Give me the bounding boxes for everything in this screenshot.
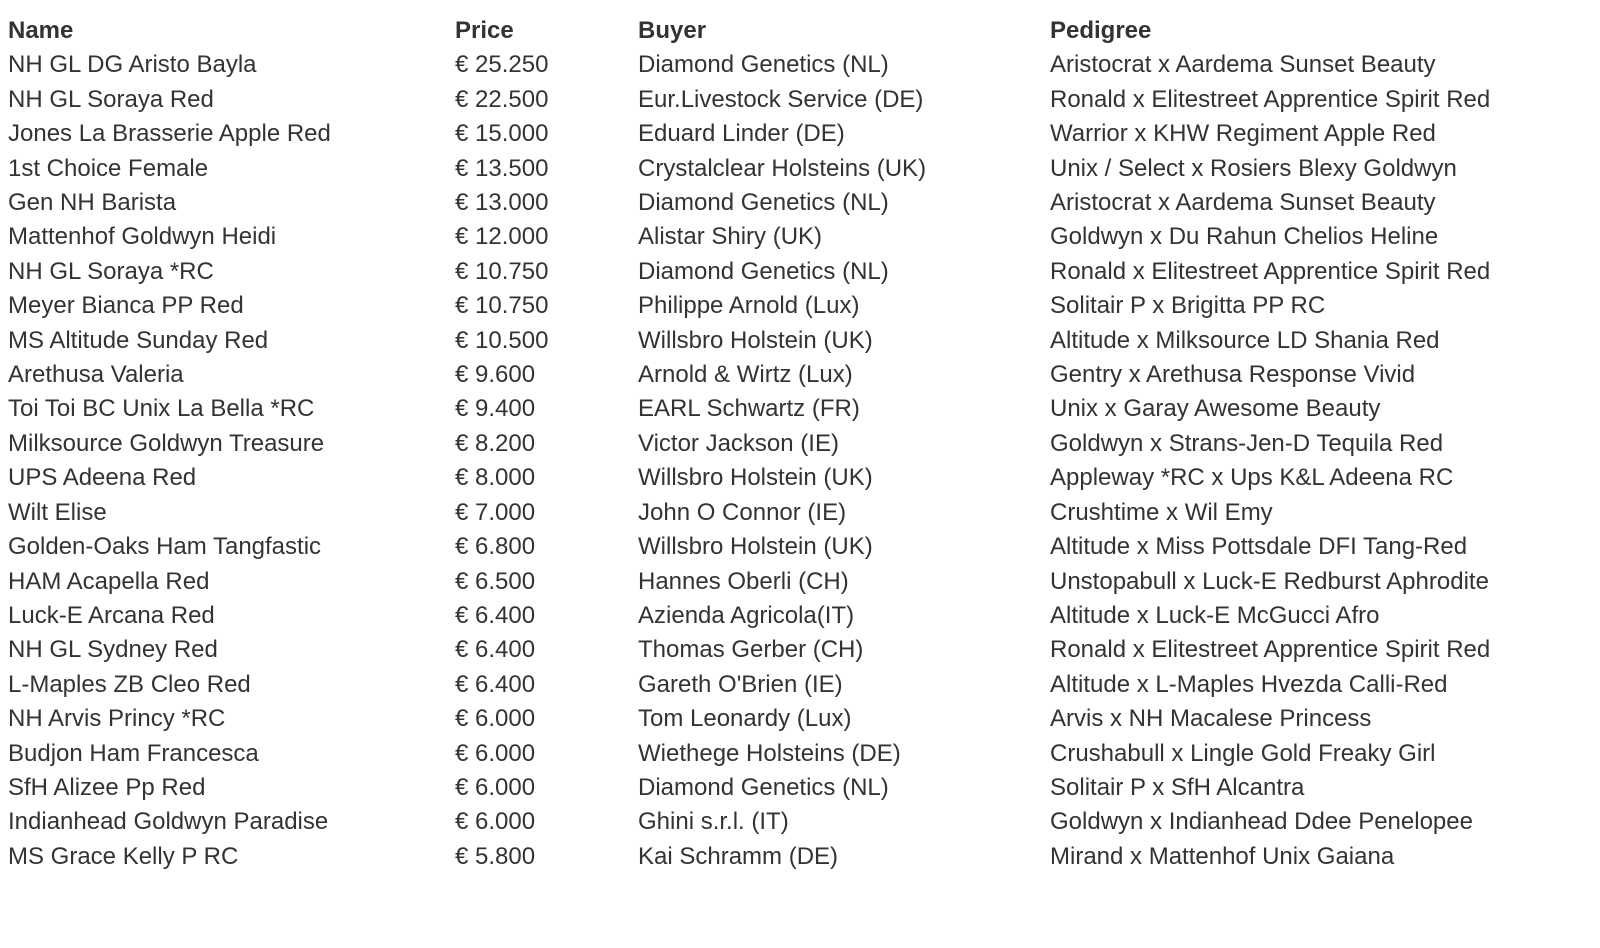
cell-pedigree: Ronald x Elitestreet Apprentice Spirit Red	[1050, 636, 1491, 664]
cell-pedigree: Aristocrat x Aardema Sunset Beauty	[1050, 189, 1436, 217]
cell-buyer: Victor Jackson (IE)	[638, 429, 839, 457]
table-row	[8, 633, 1568, 667]
table-row	[8, 289, 1568, 323]
cell-buyer: Willsbro Holstein (UK)	[638, 326, 873, 354]
cell-buyer: Willsbro Holstein (UK)	[638, 533, 873, 561]
cell-buyer: Hannes Oberli (CH)	[638, 567, 849, 595]
cell-pedigree: Goldwyn x Strans-Jen-D Tequila Red	[1050, 429, 1444, 457]
cell-price: € 25.250	[455, 51, 549, 79]
table-row	[8, 805, 1568, 839]
cell-buyer: Diamond Genetics (NL)	[638, 51, 889, 79]
cell-price: € 6.400	[455, 601, 536, 629]
cell-pedigree: Ronald x Elitestreet Apprentice Spirit Red	[1050, 257, 1491, 285]
cell-buyer: John O Connor (IE)	[638, 498, 847, 526]
cell-name: UPS Adeena Red	[8, 464, 197, 492]
cell-pedigree: Unix / Select x Rosiers Blexy Goldwyn	[1050, 154, 1457, 182]
cell-price: € 6.500	[455, 567, 536, 595]
cell-pedigree: Arvis x NH Macalese Princess	[1050, 705, 1372, 733]
cell-name: NH Arvis Princy *RC	[8, 705, 226, 733]
cell-buyer: Alistar Shiry (UK)	[638, 223, 823, 251]
column-header-pedigree: Pedigree	[1050, 17, 1152, 44]
auction-results-table	[8, 14, 1568, 874]
cell-buyer: Ghini s.r.l. (IT)	[638, 808, 789, 836]
table-row	[8, 565, 1568, 599]
cell-pedigree: Goldwyn x Du Rahun Chelios Heline	[1050, 223, 1439, 251]
cell-price: € 8.200	[455, 429, 536, 457]
table-row	[8, 427, 1568, 461]
table-row	[8, 771, 1568, 805]
table-row	[8, 840, 1568, 874]
cell-pedigree: Ronald x Elitestreet Apprentice Spirit Red	[1050, 85, 1491, 113]
cell-pedigree: Appleway *RC x Ups K&L Adeena RC	[1050, 464, 1454, 492]
cell-pedigree: Crushabull x Lingle Gold Freaky Girl	[1050, 739, 1436, 767]
cell-price: € 13.000	[455, 189, 549, 217]
cell-buyer: Azienda Agricola(IT)	[638, 601, 855, 629]
cell-price: € 6.400	[455, 670, 536, 698]
cell-price: € 8.000	[455, 464, 536, 492]
table-header-row	[8, 14, 1568, 48]
cell-buyer: Thomas Gerber (CH)	[638, 636, 864, 664]
cell-name: Jones La Brasserie Apple Red	[8, 120, 331, 148]
cell-price: € 10.500	[455, 326, 549, 354]
cell-pedigree: Unstopabull x Luck-E Redburst Aphrodite	[1050, 567, 1489, 595]
cell-pedigree: Gentry x Arethusa Response Vivid	[1050, 361, 1416, 389]
cell-name: Golden-Oaks Ham Tangfastic	[8, 533, 322, 561]
table-row	[8, 496, 1568, 530]
cell-buyer: Kai Schramm (DE)	[638, 842, 839, 870]
cell-price: € 6.000	[455, 808, 536, 836]
cell-name: NH GL DG Aristo Bayla	[8, 51, 257, 79]
cell-price: € 15.000	[455, 120, 549, 148]
cell-price: € 6.800	[455, 533, 536, 561]
table-row	[8, 358, 1568, 392]
cell-name: Arethusa Valeria	[8, 361, 184, 389]
cell-buyer: Diamond Genetics (NL)	[638, 773, 889, 801]
cell-buyer: Eduard Linder (DE)	[638, 120, 845, 148]
cell-pedigree: Altitude x L-Maples Hvezda Calli-Red	[1050, 670, 1448, 698]
cell-buyer: Philippe Arnold (Lux)	[638, 292, 860, 320]
table-row	[8, 117, 1568, 151]
cell-pedigree: Solitair P x Brigitta PP RC	[1050, 292, 1326, 320]
cell-name: NH GL Soraya Red	[8, 85, 214, 113]
cell-pedigree: Goldwyn x Indianhead Ddee Penelopee	[1050, 808, 1473, 836]
table-row	[8, 737, 1568, 771]
cell-pedigree: Crushtime x Wil Emy	[1050, 498, 1273, 526]
cell-buyer: Crystalclear Holsteins (UK)	[638, 154, 927, 182]
cell-name: Toi Toi BC Unix La Bella *RC	[8, 395, 315, 423]
table-row	[8, 668, 1568, 702]
table-row	[8, 324, 1568, 358]
cell-price: € 13.500	[455, 154, 549, 182]
cell-buyer: Wiethege Holsteins (DE)	[638, 739, 901, 767]
cell-price: € 10.750	[455, 292, 549, 320]
cell-name: Indianhead Goldwyn Paradise	[8, 808, 329, 836]
column-header-name: Name	[8, 17, 74, 44]
table-body	[8, 48, 1568, 874]
table-row	[8, 392, 1568, 426]
cell-buyer: Gareth O'Brien (IE)	[638, 670, 843, 698]
cell-price: € 12.000	[455, 223, 549, 251]
cell-name: HAM Acapella Red	[8, 567, 210, 595]
cell-pedigree: Unix x Garay Awesome Beauty	[1050, 395, 1381, 423]
cell-price: € 6.000	[455, 773, 536, 801]
table-row	[8, 702, 1568, 736]
cell-buyer: Arnold & Wirtz (Lux)	[638, 361, 853, 389]
table-row	[8, 599, 1568, 633]
cell-price: € 6.000	[455, 705, 536, 733]
cell-price: € 9.400	[455, 395, 536, 423]
cell-name: Mattenhof Goldwyn Heidi	[8, 223, 277, 251]
cell-name: NH GL Sydney Red	[8, 636, 218, 664]
cell-buyer: Eur.Livestock Service (DE)	[638, 85, 924, 113]
table-row	[8, 152, 1568, 186]
cell-pedigree: Aristocrat x Aardema Sunset Beauty	[1050, 51, 1436, 79]
cell-name: Meyer Bianca PP Red	[8, 292, 244, 320]
cell-name: Wilt Elise	[8, 498, 107, 526]
table-row	[8, 48, 1568, 82]
table-row	[8, 83, 1568, 117]
cell-name: NH GL Soraya *RC	[8, 257, 214, 285]
table-row	[8, 530, 1568, 564]
cell-buyer: Diamond Genetics (NL)	[638, 257, 889, 285]
cell-name: MS Grace Kelly P RC	[8, 842, 239, 870]
cell-name: MS Altitude Sunday Red	[8, 326, 269, 354]
cell-name: Gen NH Barista	[8, 189, 177, 217]
cell-buyer: Willsbro Holstein (UK)	[638, 464, 873, 492]
table-row	[8, 220, 1568, 254]
cell-name: Luck-E Arcana Red	[8, 601, 215, 629]
cell-pedigree: Altitude x Luck-E McGucci Afro	[1050, 601, 1380, 629]
table-row	[8, 461, 1568, 495]
cell-price: € 6.000	[455, 739, 536, 767]
column-header-buyer: Buyer	[638, 17, 707, 44]
cell-price: € 6.400	[455, 636, 536, 664]
cell-name: Milksource Goldwyn Treasure	[8, 429, 325, 457]
table-row	[8, 186, 1568, 220]
table-row	[8, 255, 1568, 289]
cell-price: € 10.750	[455, 257, 549, 285]
cell-pedigree: Solitair P x SfH Alcantra	[1050, 773, 1305, 801]
cell-name: SfH Alizee Pp Red	[8, 773, 206, 801]
column-header-price: Price	[455, 17, 514, 44]
cell-price: € 9.600	[455, 361, 536, 389]
cell-buyer: Diamond Genetics (NL)	[638, 189, 889, 217]
cell-pedigree: Altitude x Miss Pottsdale DFI Tang-Red	[1050, 533, 1468, 561]
cell-price: € 7.000	[455, 498, 536, 526]
cell-name: L-Maples ZB Cleo Red	[8, 670, 251, 698]
cell-buyer: EARL Schwartz (FR)	[638, 395, 860, 423]
cell-pedigree: Altitude x Milksource LD Shania Red	[1050, 326, 1440, 354]
cell-buyer: Tom Leonardy (Lux)	[638, 705, 852, 733]
cell-price: € 22.500	[455, 85, 549, 113]
cell-price: € 5.800	[455, 842, 536, 870]
cell-name: 1st Choice Female	[8, 154, 209, 182]
cell-pedigree: Warrior x KHW Regiment Apple Red	[1050, 120, 1436, 148]
cell-pedigree: Mirand x Mattenhof Unix Gaiana	[1050, 842, 1395, 870]
cell-name: Budjon Ham Francesca	[8, 739, 259, 767]
